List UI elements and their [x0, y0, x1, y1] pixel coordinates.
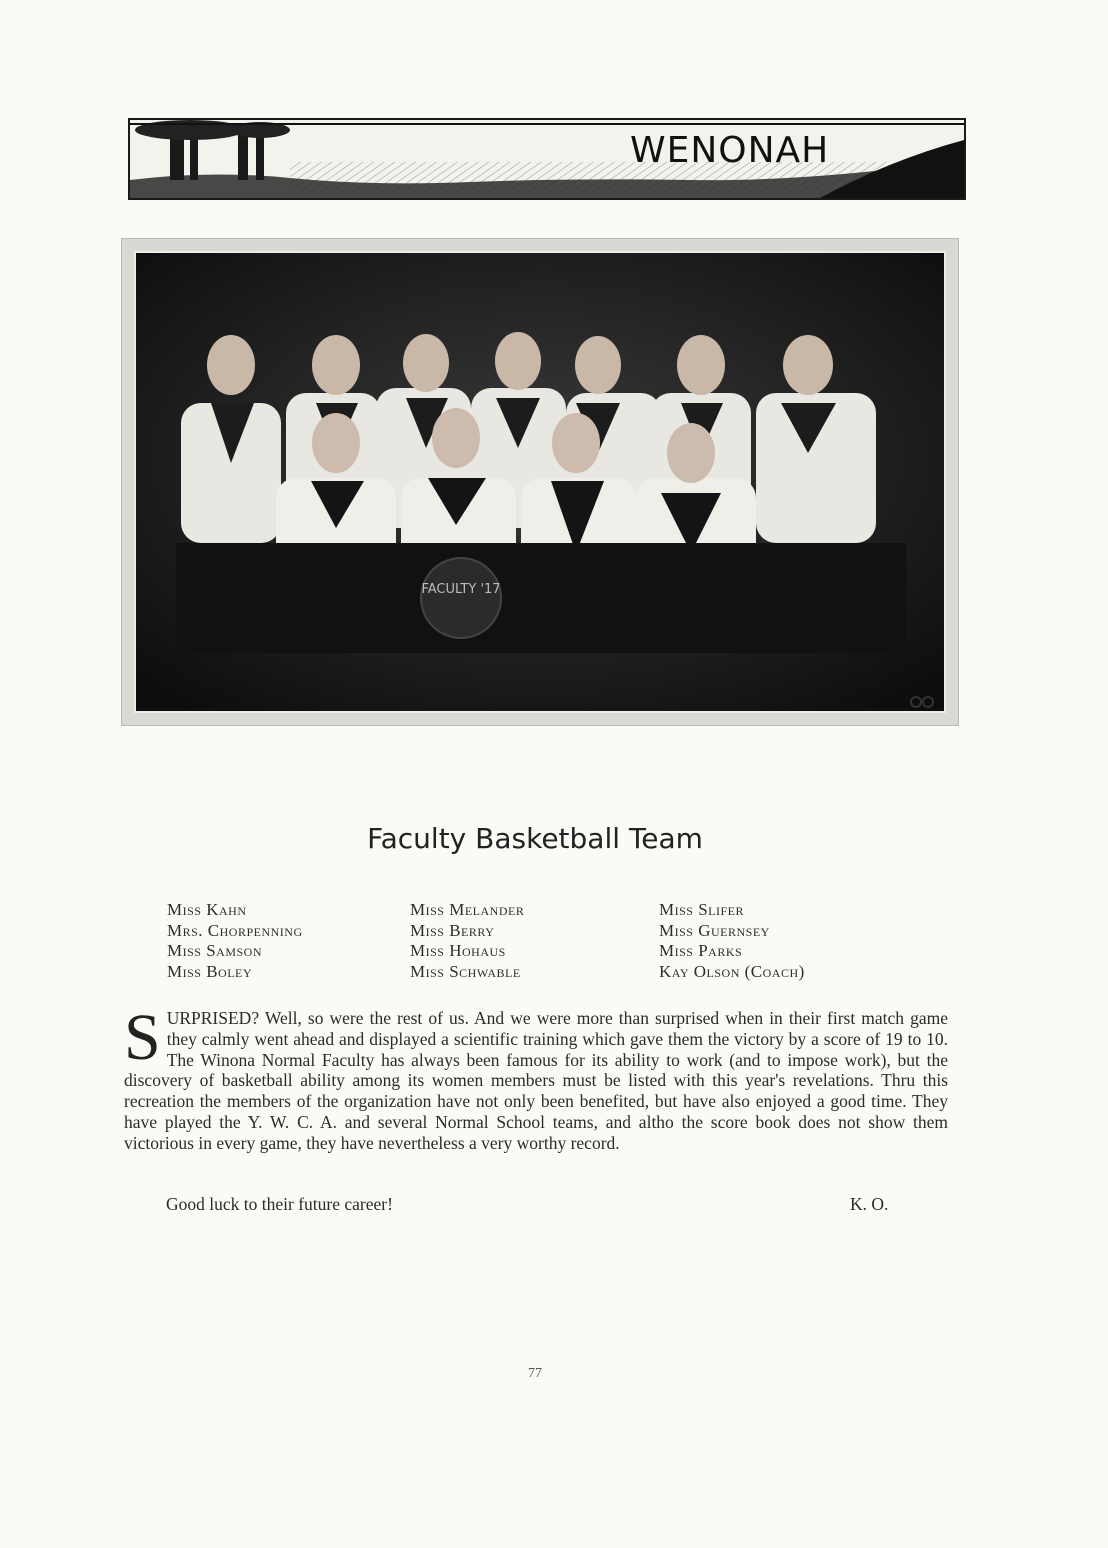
roster-column-3: [659, 900, 805, 982]
team-photograph: [134, 251, 946, 713]
team-photo-image: [136, 253, 944, 711]
page-number: 77: [528, 1366, 542, 1381]
roster-column-1: [167, 900, 303, 982]
roster-name: Miss Slifer: [659, 900, 744, 919]
roster-name: Miss Schwable: [410, 961, 521, 981]
corner-ornament-icon: [902, 695, 942, 709]
article-paragraph: [124, 1001, 948, 1154]
header-banner: [128, 118, 966, 200]
roster-name: Miss Guernsey: [659, 920, 770, 940]
header-title: WENONAH: [630, 130, 830, 171]
roster-name: Miss Samson: [167, 941, 263, 960]
roster-name: Miss Boley: [167, 961, 253, 981]
roster-name: Miss Melander: [410, 900, 525, 919]
roster-name: Mrs. Chorpenning: [167, 920, 303, 940]
signature: K. O.: [850, 1194, 889, 1214]
ball-label: FACULTY '17: [421, 582, 501, 597]
article-text: URPRISED? Well, so were the rest of us. And we were more than surprised when in their first match game they calmly went ahead and displayed a scientific training which gave them the victory by a score of 19 to 10. The Winona Normal Faculty has always been famous for its ability to work (and to impose work), but the discovery of basketball ability among its women members must be listed with this year's revelations. Thru this recreation the members of the organization have not only been benefited, but have also enjoyed a good time. They have played the Y. W. C. A. and several Normal School teams, and altho the score book does not show them victorious in every game, they have nevertheless a very worthy record.: [124, 1008, 948, 1153]
roster-name: Miss Berry: [410, 920, 495, 940]
roster-name: Miss Hohaus: [410, 941, 506, 960]
drop-cap: S: [124, 1001, 161, 1074]
photo-caption: Faculty Basketball Team: [367, 822, 703, 855]
roster-column-2: [410, 900, 524, 982]
photo-mount: [121, 238, 959, 726]
closing-line: Good luck to their future career!: [166, 1194, 393, 1214]
roster-name: Miss Parks: [659, 941, 743, 960]
roster-name: Kay Olson (Coach): [659, 961, 805, 981]
roster-name: Miss Kahn: [167, 900, 247, 919]
